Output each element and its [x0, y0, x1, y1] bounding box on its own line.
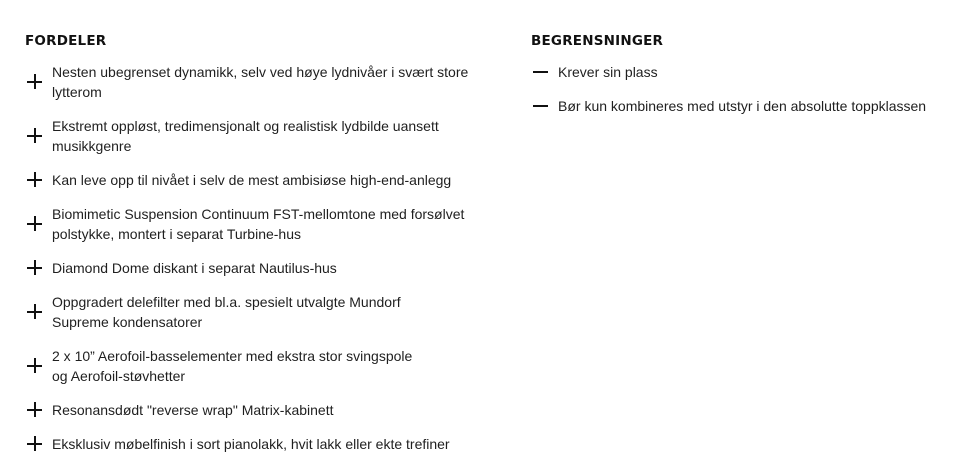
list-item: [25, 400, 520, 420]
plus-icon: [25, 126, 52, 146]
list-item: [25, 62, 520, 102]
list-item-text: Krever sin plass: [558, 64, 658, 80]
list-item-text: Kan leve opp til nivået i selv de mest ambisiøse high-end-anlegg: [52, 172, 452, 188]
plus-icon: [25, 434, 52, 454]
plus-icon: [25, 302, 52, 322]
plus-icon: [25, 356, 52, 376]
list-item-text: Resonansdødt "reverse wrap" Matrix-kabinett: [52, 402, 334, 418]
plus-icon: [25, 72, 52, 92]
minus-icon: [531, 96, 558, 116]
pros-list: [25, 62, 520, 454]
pros-heading: FORDELER: [25, 33, 107, 49]
list-item: [25, 170, 520, 190]
plus-icon: [25, 400, 52, 420]
plus-icon: [25, 170, 52, 190]
list-item: [531, 96, 941, 116]
list-item-text: 2 x 10” Aerofoil-basselementer med ekstra stor svingspole og Aerofoil-støvhetter: [52, 348, 413, 384]
cons-list: [531, 62, 941, 116]
list-item: [25, 258, 520, 278]
plus-icon: [25, 258, 52, 278]
minus-icon: [531, 62, 558, 82]
list-item-text: Nesten ubegrenset dynamikk, selv ved høye lydnivåer i svært store lytterom: [52, 64, 469, 100]
list-item: [25, 204, 520, 244]
pros-section: [25, 33, 520, 468]
list-item-text: Biomimetic Suspension Continuum FST-mellomtone med forsølvet polstykke, montert i separat Turbine-hus: [52, 206, 465, 242]
cons-heading: BEGRENSNINGER: [531, 33, 664, 49]
plus-icon: [25, 214, 52, 234]
list-item-text: Bør kun kombineres med utstyr i den absolutte toppklassen: [558, 98, 927, 114]
list-item: [25, 346, 520, 386]
list-item-text: Eksklusiv møbelfinish i sort pianolakk, hvit lakk eller ekte trefiner: [52, 436, 450, 452]
cons-section: [531, 33, 941, 130]
list-item: [25, 116, 520, 156]
list-item-text: Ekstremt oppløst, tredimensjonalt og realistisk lydbilde uansett musikkgenre: [52, 118, 439, 154]
list-item: [25, 434, 520, 454]
list-item-text: Oppgradert delefilter med bl.a. spesielt utvalgte Mundorf Supreme kondensatorer: [52, 294, 401, 330]
list-item: [531, 62, 941, 82]
list-item: [25, 292, 520, 332]
list-item-text: Diamond Dome diskant i separat Nautilus-hus: [52, 260, 337, 276]
